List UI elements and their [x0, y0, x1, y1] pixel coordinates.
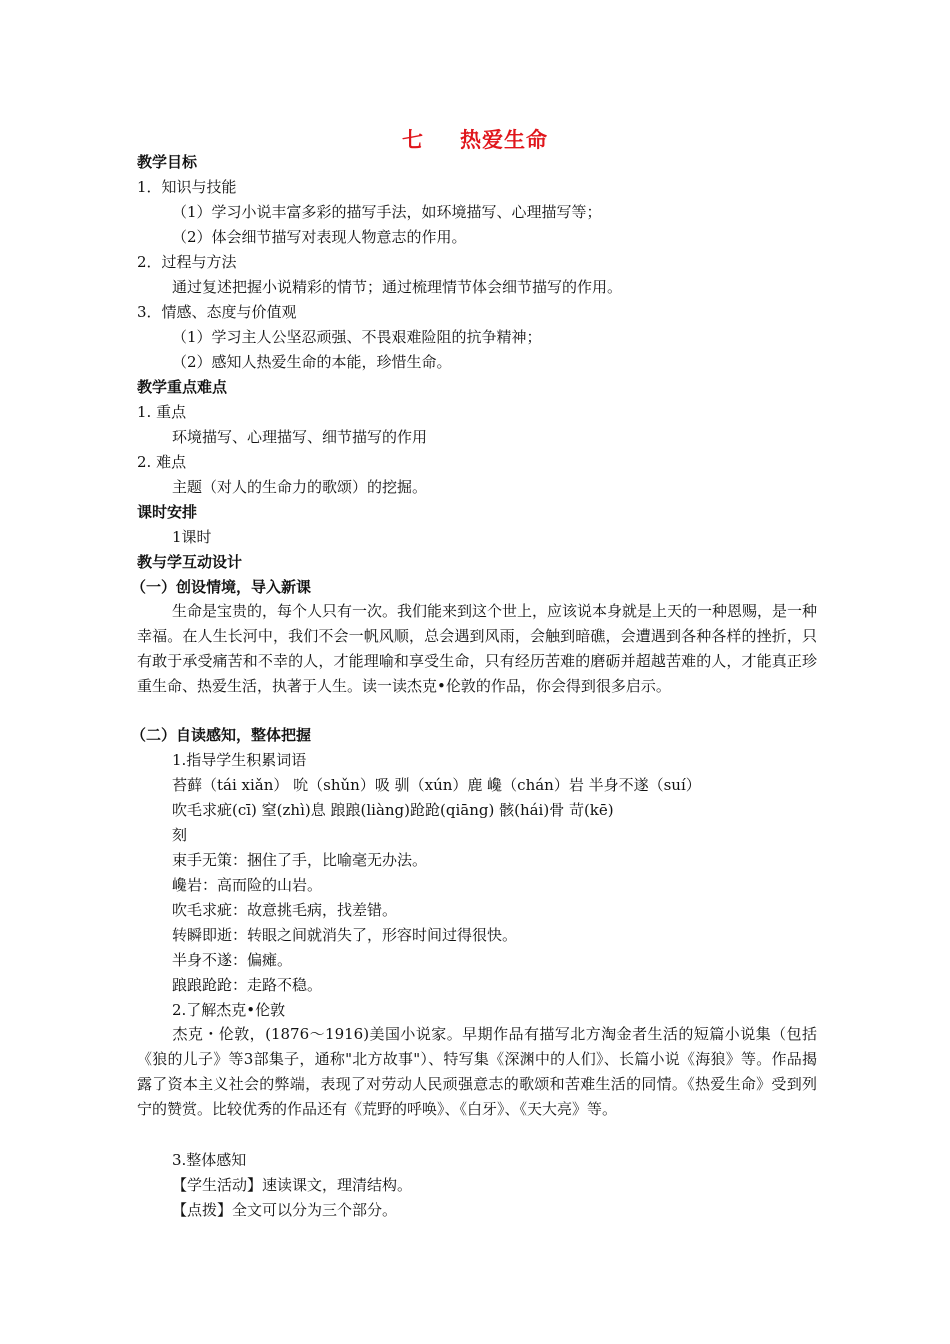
section-1-paragraph	[137, 599, 817, 699]
goal-2a: 通过复述把握小说精彩的情节；通过梳理情节体会细节描写的作用。	[172, 278, 623, 296]
schedule-heading: 课时安排	[137, 503, 198, 521]
vocab-line-3: 刻	[172, 826, 188, 844]
goal-1: 1．知识与技能	[137, 178, 237, 196]
keypoint-2: 2. 难点	[137, 453, 187, 471]
lesson-number: 七	[402, 128, 424, 152]
section-1-heading: （一）创设情境，导入新课	[131, 578, 312, 596]
teacher-tip: 【点拨】全文可以分为三个部分。	[172, 1201, 398, 1219]
vocab-line-2: 吹毛求疵(cī) 窒(zhì)息 踉踉(liàng)跄跄(qiāng) 骸(hái)骨 苛(kē)	[172, 801, 614, 819]
keypoint-1: 1. 重点	[137, 403, 187, 421]
goal-3: 3．情感、态度与价值观	[137, 303, 297, 321]
definition-1: 束手无策：捆住了手，比喻毫无办法。	[172, 851, 428, 869]
author-text: 杰克・伦敦，(1876～1916)美国小说家。早期作品有描写北方淘金者生活的短篇小说集（包括《狼的儿子》等3部集子，通称"北方故事"）、特写集《深渊中的人们》、长篇小说《海狼》等。作品揭露了资本主义社会的弊端，表现了对劳动人民顽强意志的歌颂和苦难生活的同情。《热爱生命》受到列宁的赞赏。比较优秀的作品还有《荒野的呼唤》、《白牙》、《天大亮》等。	[137, 1025, 817, 1118]
definition-6: 踉踉跄跄：走路不稳。	[172, 976, 323, 994]
section-1-text: 生命是宝贵的，每个人只有一次。我们能来到这个世上，应该说本身就是上天的一种恩赐，是一种幸福。在人生长河中，我们不会一帆风顺，总会遇到风雨，会触到暗礁，会遭遇到各种各样的挫折，只有敢于承受痛苦和不幸的人，才能理喻和享受生命，只有经历苦难的磨砺并超越苦难的人，才能真正珍重生命、热爱生活，执著于人生。读一读杰克•伦敦的作品，你会得到很多启示。	[137, 602, 818, 695]
keypoints-heading: 教学重点难点	[137, 378, 228, 396]
lesson-title	[0, 124, 950, 154]
overview-heading: 3.整体感知	[172, 1151, 247, 1169]
design-heading: 教与学互动设计	[137, 553, 243, 571]
goal-2: 2．过程与方法	[137, 253, 237, 271]
definition-4: 转瞬即逝：转眼之间就消失了，形容时间过得很快。	[172, 926, 518, 944]
student-activity: 【学生活动】速读课文，理清结构。	[172, 1176, 413, 1194]
goals-heading: 教学目标	[137, 153, 198, 171]
definition-3: 吹毛求疵：故意挑毛病，找差错。	[172, 901, 398, 919]
goal-1a: （1）学习小说丰富多彩的描写手法，如环境描写、心理描写等；	[172, 203, 602, 221]
section-2-heading: （二）自读感知，整体把握	[131, 726, 312, 744]
lesson-title-text: 热爱生命	[460, 128, 548, 152]
vocab-line-1: 苔藓（tái xiǎn） 吮（shǔn）吸 驯（xún）鹿 巉（chán）岩 半身不遂（suí）	[172, 776, 701, 794]
definition-2: 巉岩：高而险的山岩。	[172, 876, 323, 894]
author-heading: 2.了解杰克•伦敦	[172, 1001, 286, 1019]
definition-5: 半身不遂：偏瘫。	[172, 951, 293, 969]
goal-1b: （2）体会细节描写对表现人物意志的作用。	[172, 228, 467, 246]
vocab-heading: 1.指导学生积累词语	[172, 751, 307, 769]
keypoint-1a: 环境描写、心理描写、细节描写的作用	[172, 428, 428, 446]
goal-3b: （2）感知人热爱生命的本能，珍惜生命。	[172, 353, 452, 371]
keypoint-2a: 主题（对人的生命力的歌颂）的挖掘。	[172, 478, 428, 496]
author-paragraph	[137, 1022, 817, 1122]
schedule-value: 1课时	[172, 528, 212, 546]
goal-3a: （1）学习主人公坚忍顽强、不畏艰难险阻的抗争精神；	[172, 328, 542, 346]
